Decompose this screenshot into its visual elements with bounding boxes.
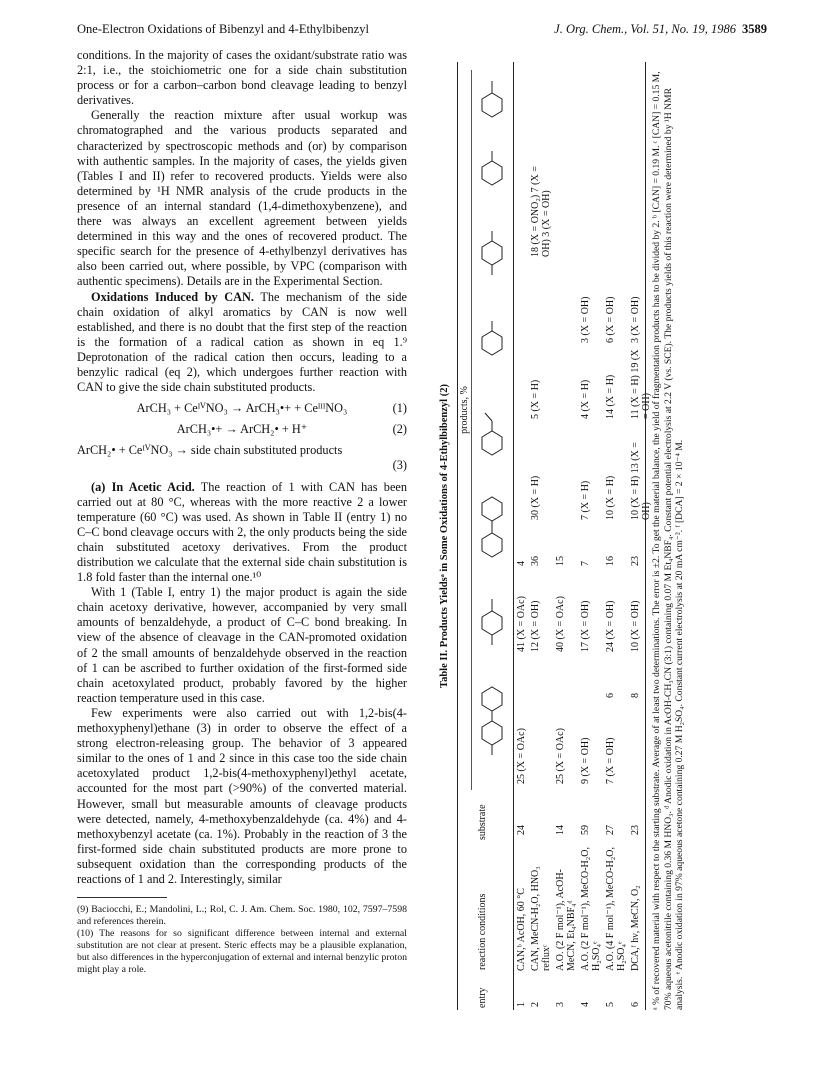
table-cell-sub: 24 (516, 825, 527, 835)
paragraph-4-text: The reaction of 1 with CAN has been carried out at 80 °C, whereas with the more reactive 2 a lower temperature (60 °C) was used. As shown in Table II (entry 1) no C–C bond cleavage occurs with 2, the only products being the side chain substituted acetoxy derivatives. From the product distribution we calculate that the external side chain substitution is 1.8 fold faster than the internal one.¹⁰ (77, 479, 408, 585)
products-header: products, % (459, 386, 470, 434)
col-conditions: reaction conditions (477, 893, 488, 970)
table-cell-c8 (554, 144, 579, 260)
table-cell-c5 (515, 422, 529, 523)
table-cell-c2 (529, 655, 554, 701)
table-cell-cond: CAN, MeCN-H₂O, HNO₃ refluxᶜ (529, 866, 552, 971)
table-cell-cond: CAN,ᵇ AcOH, 60 °C (516, 888, 527, 971)
paragraph-3-text: The mechanism of the side chain oxidation of alkyl aromatics by CAN is now well established, and there is no doubt that the first step of the reaction is the formation of a radical cation as shown in eq 1.⁹ Deprotonation of the radical cation then occurs, leading to a benzylic radical (eq 2), which undergoes further reaction with CAN to give the side chain substituted products. (77, 289, 407, 395)
table-row (554, 144, 579, 1010)
table-cell-c5: 7 (X = H) (579, 480, 591, 520)
structure-5-icon (482, 321, 502, 355)
running-header (77, 22, 767, 40)
table-cell-c3: 17 (X = OH) (579, 600, 591, 652)
journal-name: J. Org. Chem., Vol. 51, No. 19, 1986 (554, 22, 736, 36)
table-ii-rotated (437, 62, 717, 1010)
table-footnote: ᵃ % of recovered material with respect to the starting substrate. Average of at least two determinations. The error is ±2. To get the material balance, the yield of fragmentation products has to be divided by 2. ᵇ [CAN] = 0.19 M. ᶜ [CAN] = 0.15 M, 70% aqueous acetonitrile containing 0.36 M HNO₃. ᵈ Anodic oxidation in AcOH-CH₃CN (3:1) containing 0.07 M Et₄NBF₄. Constant potential electrolysis at 2.2 V (vs. SCE). The products yields of this reaction were determined by ¹H NMR analysis. ᵉ Anodic oxidation in 97% aqueous acetone containing 0.27 M H₂SO₄. Constant current electrolysis at 20 mA cm⁻². ᶠ [DCA] = 2 × 10⁻⁴ M. (651, 71, 685, 1010)
paragraph-2: Generally the reaction mixture after usual workup was chromatographed and the various products separated and characterized by spectroscopic methods and (or) by comparison with authentic samples. In the majority of cases, the yields given (Tables I and II) refer to recovered products. Yields were also determined by ¹H NMR analysis of the crude products in the presence of an internal standard (1,4-dimethoxybenzene), and there was always an excellent agreement between yields determined in this way and the ones of recovered product. The specific search for the presence of 4-ethylbenzyl derivatives has also been carried out, where possible, by VPC (comparison with authentic specimens). Details are in the Experimental Section. (77, 108, 407, 289)
table-cell-sub: 59 (579, 825, 591, 835)
structure-6-icon (482, 231, 502, 275)
products-rule (471, 70, 472, 790)
paragraph-5: With 1 (Table I, entry 1) the major product is again the side chain acetoxy derivative, however, accompanied by very small amounts of benzaldehyde, a product of C–C bond breaking. In view of the absence of cleavage in the CAN-promoted oxidation of 2 the small amounts of benzaldehyde observed in the reaction of 1 can be ascribed to further oxidation of the first-formed side chain acetoxylated product, probably favored by the higher reaction temperature used in this case. (77, 585, 407, 705)
table-cell-sub (529, 787, 554, 838)
table-cell-c3: 12 (X = OH) (529, 600, 541, 652)
table-cell-sub: 27 (604, 825, 616, 835)
table-cell-entry: 5 (604, 1002, 616, 1007)
table-row (515, 144, 529, 1010)
equation-1-text: ArCH₃ + CeᴵⱽNO₃ → ArCH₃•+ + CeᴵᴵᴵNO₃ (136, 401, 348, 416)
table-cell-c6: 11 (X = H) 19 (X = OH) (629, 349, 652, 419)
table-cell-c2 (554, 655, 579, 701)
equation-2-number: (2) (392, 422, 407, 437)
footnote-9: (9) Baciocchi, E.; Mandolini, L.; Rol, C. J. Am. Chem. Soc. 1980, 102, 7597–7598 and references therein. (77, 904, 407, 928)
table-row (604, 144, 629, 1010)
table-cell-cond: DCA,ᶠ hν, MeCN, O₂ (629, 885, 641, 971)
table-cell-c6: 4 (X = H) (579, 379, 591, 419)
equation-1-number: (1) (392, 401, 407, 416)
table-cell-c1: 25 (X = OAc) (516, 728, 527, 784)
table-cell-c4: 15 (554, 556, 566, 566)
table-cell-c4: 36 (529, 556, 541, 566)
structure-8-icon (482, 81, 502, 117)
equation-3 (77, 443, 407, 473)
table-cell-c5 (554, 422, 579, 523)
structure-2-icon (482, 599, 502, 645)
table-cell-c5: 30 (X = H) (529, 475, 541, 520)
table-cell-c3: 24 (X = OH) (604, 600, 616, 652)
table-cell-c7: 3 (X = OH) (629, 296, 641, 343)
table-cell-c7 (529, 260, 554, 346)
table-bottom-rule (645, 62, 646, 1010)
table-cell-c4: 7 (579, 561, 591, 566)
table-cell-sub: 14 (554, 825, 566, 835)
table-row (579, 144, 604, 1010)
table-cell-c1: 25 (X = OAc) (554, 728, 566, 784)
table-cell-entry: 2 (529, 1002, 541, 1007)
left-column (77, 48, 407, 976)
table-cell-c8 (604, 144, 629, 260)
table-cell-c3: 41 (X = OAc) (516, 596, 527, 652)
table-cell-c4: 23 (629, 556, 641, 566)
table-cell-c6: 14 (X = H) (604, 374, 616, 419)
table-cell-c2 (515, 655, 529, 701)
running-title: One-Electron Oxidations of Bibenzyl and 4-Ethylbibenzyl (77, 22, 369, 36)
table-cell-entry: 4 (579, 1002, 591, 1007)
table-cell-c6: 5 (X = H) (529, 379, 541, 419)
equation-2 (77, 422, 407, 437)
section-heading-can: Oxidations Induced by CAN. (91, 289, 254, 304)
table-cell-c1 (529, 701, 554, 787)
journal-citation (554, 22, 767, 37)
table-row (529, 144, 554, 1010)
footnote-rule (77, 897, 167, 898)
equation-2-text: ArCH₃•+ → ArCH₂• + H⁺ (176, 422, 308, 437)
table-cell-cond: A.O. (2 F mol⁻¹), AcOH-MeCN, Et₄NBF₄ᵈ (554, 869, 577, 971)
structure-4-icon (482, 413, 502, 455)
table-cell-c7 (515, 260, 529, 346)
paragraph-1: conditions. In the majority of cases the oxidant/substrate ratio was 2:1, i.e., the stoichiometric one for a side chain substitution process or for a carbon–carbon bond cleavage leading to benzyl derivatives. (77, 48, 407, 108)
table-cell-c8: 18 (X = ONO₂) 7 (X = OH) 3 (X = OH) (529, 166, 552, 257)
table-cell-entry: 6 (629, 1002, 641, 1007)
table-cell-c8 (515, 144, 529, 260)
table-cell-c7 (554, 260, 579, 346)
table-cell-c1: 7 (X = OH) (604, 737, 616, 784)
paragraph-6: Few experiments were also carried out with 1,2-bis(4-methoxyphenyl)ethane (3) in order to observe the effect of a strong electron-releasing group. The behavior of 3 appeared similar to the ones of 1 and 2 since in this case too the side chain acetoxylated product 1,2-bis(4-methoxyphenyl)ethyl acetate, accounted for the most part (>90%) of the converted material. However, small but measurable amounts of cleavage products were detected, namely, 4-methoxybenzaldehyde (ca. 4%) and 4-methoxybenzyl acetate (ca. 1%). Probably in the reaction of 3 the first-formed side chain substituted products are more prone to subsequent oxidation than the corresponding products of the reactions of 1 and 2. Interestingly, similar (77, 705, 407, 886)
section-heading-acetic: (a) In Acetic Acid. (91, 479, 195, 494)
structure-7-icon (482, 151, 502, 185)
table-ii-panel (437, 62, 717, 1010)
table-cell-c6 (554, 346, 579, 422)
table-cell-c5: 10 (X = H) 13 (X = OH) (629, 442, 652, 520)
table-cell-c4: 4 (516, 561, 527, 566)
table-cell-c8 (629, 144, 654, 260)
table-caption: Table II. Products Yieldsᵃ in Some Oxidations of 4-Ethylbibenzyl (2) (439, 384, 450, 688)
table-cell-c8 (579, 144, 604, 260)
structure-3-icon (482, 497, 502, 557)
table-cell-c2: 6 (604, 693, 616, 698)
structure-1-icon (482, 687, 502, 755)
col-entry: entry (477, 987, 488, 1008)
table-cell-c2: 8 (629, 693, 641, 698)
equation-1 (77, 401, 407, 416)
table-row (629, 144, 654, 1010)
page-number: 3589 (742, 22, 767, 36)
table-cell-c4: 16 (604, 556, 616, 566)
table-cell-c6 (515, 346, 529, 422)
table-cell-entry: 1 (516, 1002, 527, 1007)
table-cell-cond: A.O. (2 F mol⁻¹), MeCO-H₂O, H₂SO₄ᵉ (579, 847, 602, 971)
table-cell-c1 (629, 701, 654, 787)
product-structures (473, 65, 511, 785)
table-top-rule (457, 62, 458, 1010)
footnote-10: (10) The reasons for so significant difference between internal and external substitution are not clear at present. Steric effects may be a plausible explanation, but also differences in the hyperconjugation of external and internal benzylic proton might play a role. (77, 928, 407, 976)
paragraph-4 (77, 480, 407, 586)
table-cell-c5: 10 (X = H) (604, 475, 616, 520)
table-cell-cond: A.O. (4 F mol⁻¹), MeCO-H₂O, H₂SO₄ᵉ (604, 847, 627, 971)
table-header-rule (513, 62, 514, 1010)
table-cell-c7: 6 (X = OH) (604, 296, 616, 343)
equation-3-number: (3) (392, 458, 407, 473)
table-cell-c7: 3 (X = OH) (579, 296, 591, 343)
table-body (515, 144, 654, 1010)
paragraph-3 (77, 290, 407, 396)
table-cell-c1: 9 (X = OH) (579, 737, 591, 784)
table-cell-sub: 23 (629, 825, 641, 835)
table-cell-c2 (579, 655, 604, 701)
table-cell-c3: 40 (X = OAc) (554, 596, 566, 652)
table-cell-c3: 10 (X = OH) (629, 600, 641, 652)
table-cell-entry: 3 (554, 1002, 566, 1007)
col-substrate: substrate (477, 804, 488, 840)
equation-3-text: ArCH₂• + CeᴵⱽNO₃ → side chain substituted products (77, 443, 343, 458)
